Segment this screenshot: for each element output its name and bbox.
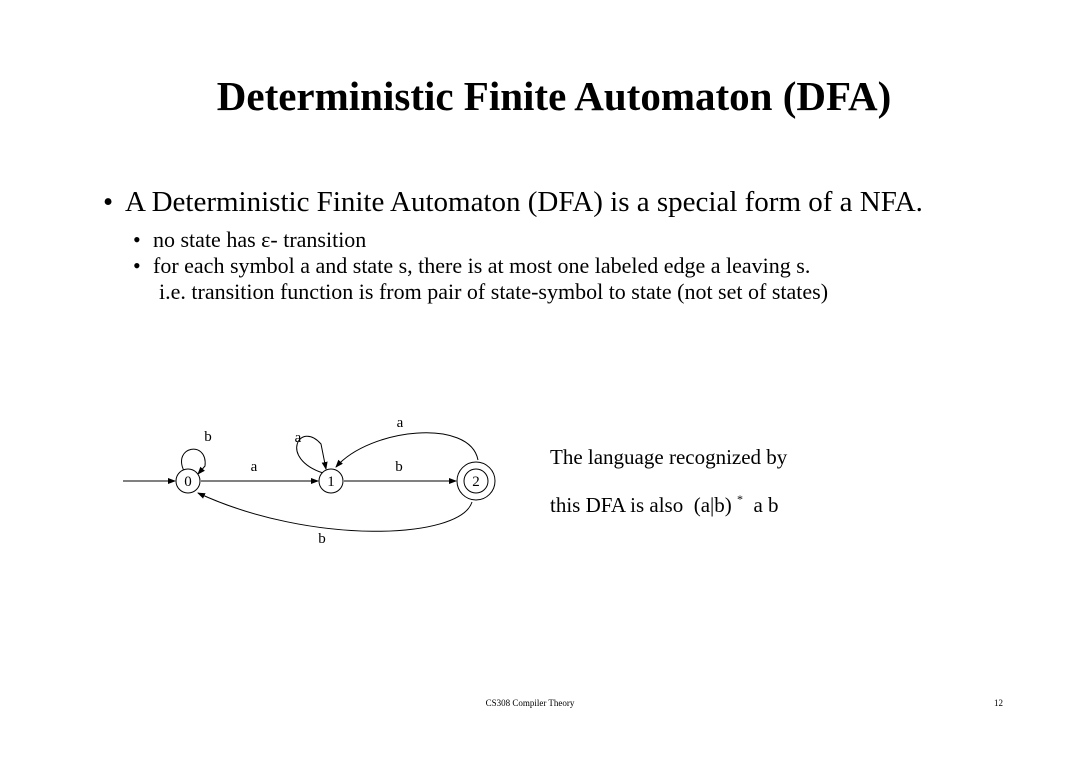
main-bullet-text: A Deterministic Finite Automaton (DFA) is a special form of a NFA.	[125, 186, 923, 218]
transition-label-0-1: a	[250, 459, 258, 475]
bullet-dot: •	[103, 186, 114, 218]
transition-label-2-0: b	[318, 531, 326, 547]
regex-suffix: a b	[753, 493, 779, 517]
state-label-1: 1	[327, 474, 335, 490]
caption-line-2	[550, 478, 787, 526]
sub-bullet-text: no state has ε- transition	[153, 227, 367, 252]
caption-line-1: The language recognized by	[550, 445, 788, 469]
transition-label-2-1: a	[396, 415, 404, 431]
transition-edge-2-1	[336, 433, 478, 467]
regex-star: *	[736, 492, 743, 506]
transition-label-1-2: b	[395, 459, 403, 475]
slide-title: Deterministic Finite Automaton (DFA)	[216, 73, 892, 119]
sub-bullet-dot: •	[133, 227, 141, 252]
caption-prefix: this DFA is also	[550, 493, 684, 517]
transition-label-0-0: b	[204, 429, 212, 445]
state-label-2: 2	[472, 474, 480, 490]
page-number: 12	[994, 698, 1003, 708]
footer-course: CS308 Compiler Theory	[485, 698, 575, 708]
sub-bullet-text: for each symbol a and state s, there is at most one labeled edge a leaving s.	[153, 253, 811, 278]
sub-bullet-dot: •	[133, 253, 141, 278]
language-caption	[550, 436, 787, 526]
sub-bullet-continuation: i.e. transition function is from pair of state-symbol to state (not set of states)	[159, 279, 829, 304]
regex-base: (a|b)	[693, 493, 732, 517]
transition-label-1-1: a	[294, 430, 302, 446]
state-label-0: 0	[184, 474, 192, 490]
transition-edge-2-0	[198, 493, 472, 531]
